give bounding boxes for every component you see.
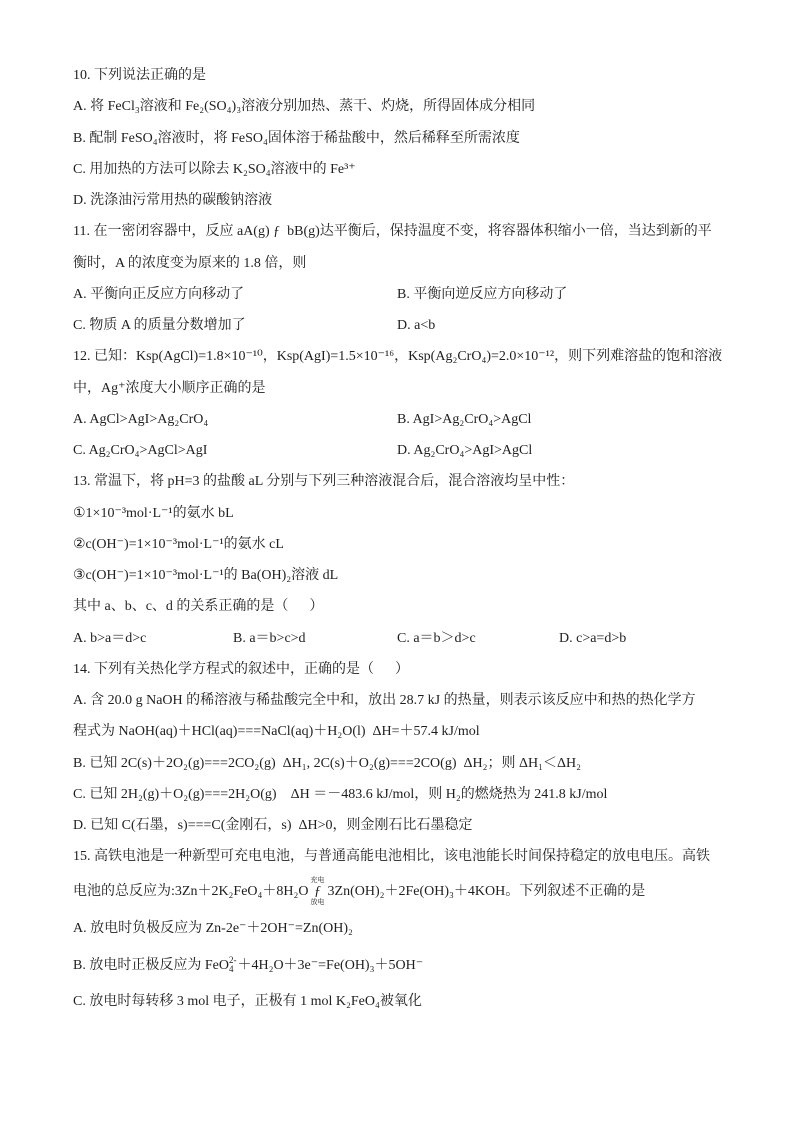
- question-14-option-d-text: D. 已知 C(石墨，s)===C(金刚石，s) ΔH>0，则金刚石比石墨稳定: [73, 818, 473, 833]
- question-10-option-b: [73, 123, 773, 154]
- question-13-condition-1-text: ①1×10⁻³mol·L⁻¹的氨水 bL: [73, 505, 234, 521]
- reaction-products: 3Zn(OH)₂＋2Fe(OH)₃＋4KOH。下列叙述不正确的是: [327, 883, 646, 899]
- question-13-condition-3: [73, 560, 773, 591]
- question-14-option-a-line-1-text: A. 含 20.0 g NaOH 的稀溶液与稀盐酸完全中和，放出 28.7 kJ 的热量，则表示该反应中和热的热化学方: [73, 693, 696, 708]
- question-11-option-b: B. 平衡向逆反应方向移动了: [397, 286, 568, 302]
- question-13: [73, 466, 773, 654]
- question-10-option-c: [73, 154, 773, 185]
- question-11-option-c: C. 物质 A 的质量分数增加了: [73, 318, 246, 333]
- question-11: [73, 216, 773, 341]
- question-12-options-row-2: [73, 435, 773, 466]
- question-11-options-row-2: [73, 310, 773, 341]
- question-13-prompt-text: 其中 a、b、c、d 的关系正确的是（ ）: [73, 599, 324, 615]
- question-12-stem-line-2-text: 中，Ag⁺浓度大小顺序正确的是: [73, 380, 266, 396]
- question-13-option-b: B. a＝b>c>d: [233, 630, 306, 646]
- question-13-condition-3-text: ③c(OH⁻)=1×10⁻³mol·L⁻¹的 Ba(OH)₂溶液 dL: [73, 568, 339, 583]
- question-10-option-d: [73, 185, 773, 216]
- question-10-option-b-text: B. 配制 FeSO₄溶液时，将 FeSO₄固体溶于稀盐酸中，然后稀释至所需浓度: [73, 130, 520, 146]
- question-12-option-c: C. Ag₂CrO₄>AgCl>AgI: [73, 443, 208, 458]
- question-10-option-c-text: C. 用加热的方法可以除去 K₂SO₄溶液中的 Fe³⁺: [73, 161, 356, 177]
- question-12-option-a: A. AgCl>AgI>Ag₂CrO₄: [73, 411, 209, 427]
- equilibrium-arrow-symbol: ƒ: [314, 883, 322, 899]
- question-11-stem-line-1: [73, 216, 773, 247]
- question-15-option-a: [73, 910, 773, 948]
- question-14-option-b: [73, 748, 773, 779]
- question-15-option-b-before: B. 放电时正极反应为 FeO: [73, 957, 229, 973]
- question-12-stem-line-2: [73, 373, 773, 404]
- question-12-options-row-1: [73, 404, 773, 435]
- question-10-option-a: [73, 91, 773, 122]
- question-15-stem-line-2: [73, 873, 773, 910]
- question-14-option-a-line-1: [73, 685, 773, 716]
- question-13-option-a: A. b>a＝d>c: [73, 630, 147, 646]
- question-14-option-b-text: B. 已知 2C(s)＋2O₂(g)===2CO₂(g) ΔH₁, 2C(s)＋O₂(g)===2CO(g) ΔH₂；则 ΔH₁＜ΔH₂: [73, 755, 581, 771]
- question-14-option-a-line-2-text: 程式为 NaOH(aq)＋HCl(aq)===NaCl(aq)＋H₂O(l) ΔH=＋57.4 kJ/mol: [73, 724, 480, 740]
- question-11-stem-line-2: [73, 248, 773, 279]
- question-13-condition-2-text: ②c(OH⁻)=1×10⁻³mol·L⁻¹的氨水 cL: [73, 536, 284, 552]
- question-12-option-b: B. AgI>Ag₂CrO₄>AgCl: [397, 411, 532, 427]
- question-11-stem-line-1-text: 11. 在一密闭容器中，反应 aA(g) ƒ bB(g)达平衡后，保持温度不变，将容器体积缩小一倍，当达到新的平: [73, 224, 712, 240]
- question-15-option-b-after: ＋4H₂O＋3e⁻=Fe(OH)₃＋5OH⁻: [237, 957, 424, 973]
- question-14-option-c: [73, 779, 773, 810]
- question-15-option-c: [73, 984, 773, 1020]
- question-14-option-a-line-2: [73, 716, 773, 747]
- question-15-stem-line-1-text: 15. 高铁电池是一种新型可充电电池，与普通高能电池相比，该电池能长时间保持稳定的放电电压。高铁: [73, 849, 710, 865]
- question-15-option-b: [73, 948, 773, 984]
- exam-page: [73, 60, 773, 1020]
- question-14-stem-text: 14. 下列有关热化学方程式的叙述中，正确的是（ ）: [73, 661, 409, 677]
- ferrate-ion-charge: 2-: [228, 955, 237, 966]
- question-11-option-d: D. a<b: [397, 318, 436, 333]
- discharge-label: 放电: [310, 897, 325, 906]
- question-11-option-a: A. 平衡向正反应方向移动了: [73, 286, 245, 302]
- question-12-stem-line-1-text: 12. 已知：Ksp(AgCl)=1.8×10⁻¹⁰，Ksp(AgI)=1.5×10⁻¹⁶，Ksp(Ag₂CrO₄)=2.0×10⁻¹²，则下列难溶盐的饱和溶液: [73, 349, 723, 365]
- question-15-option-a-text: A. 放电时负极反应为 Zn-2e⁻＋2OH⁻=Zn(OH)₂: [73, 920, 353, 936]
- reaction-reactants: 电池的总反应为:3Zn＋2K₂FeO₄＋8H₂O: [73, 883, 309, 899]
- question-15: [73, 841, 773, 1019]
- question-10-stem: [73, 60, 773, 91]
- question-13-stem: [73, 466, 773, 497]
- question-13-option-c: C. a＝b＞d>c: [397, 630, 476, 646]
- ferrate-ion-indices: [229, 956, 237, 974]
- charge-label: 充电: [310, 875, 325, 884]
- question-15-stem-line-1: [73, 841, 773, 872]
- question-12-stem-line-1: [73, 341, 773, 372]
- question-10-stem-text: 10. 下列说法正确的是: [73, 68, 206, 83]
- question-11-options-row-1: [73, 279, 773, 310]
- question-10-option-d-text: D. 洗涤油污常用热的碳酸钠溶液: [73, 193, 273, 208]
- question-10-option-a-text: A. 将 FeCl₃溶液和 Fe₂(SO₄)₃溶液分别加热、蒸干、灼烧，所得固体成分相同: [73, 99, 536, 115]
- question-13-prompt: [73, 591, 773, 622]
- question-13-options-row: [73, 623, 773, 654]
- question-12-option-d: D. Ag₂CrO₄>AgI>AgCl: [397, 443, 533, 458]
- question-13-option-d: D. c>a=d>b: [559, 630, 627, 646]
- question-15-option-c-text: C. 放电时每转移 3 mol 电子，正极有 1 mol K₂FeO₄被氧化: [73, 993, 422, 1009]
- question-12: [73, 341, 773, 466]
- question-11-stem-line-2-text: 衡时，A 的浓度变为原来的 1.8 倍，则: [73, 255, 307, 271]
- question-14-option-c-text: C. 已知 2H₂(g)＋O₂(g)===2H₂O(g) ΔH ＝－483.6 kJ/mol，则 H₂的燃烧热为 241.8 kJ/mol: [73, 786, 608, 802]
- reaction-arrow: [311, 876, 325, 907]
- question-13-stem-text: 13. 常温下，将 pH=3 的盐酸 aL 分别与下列三种溶液混合后，混合溶液均呈中性：: [73, 474, 575, 490]
- ferrate-ion-subscript: 4: [228, 964, 234, 975]
- question-10: [73, 60, 773, 216]
- question-14-stem: [73, 654, 773, 685]
- question-14-option-d: [73, 810, 773, 841]
- question-14: [73, 654, 773, 842]
- question-13-condition-1: [73, 498, 773, 529]
- question-13-condition-2: [73, 529, 773, 560]
